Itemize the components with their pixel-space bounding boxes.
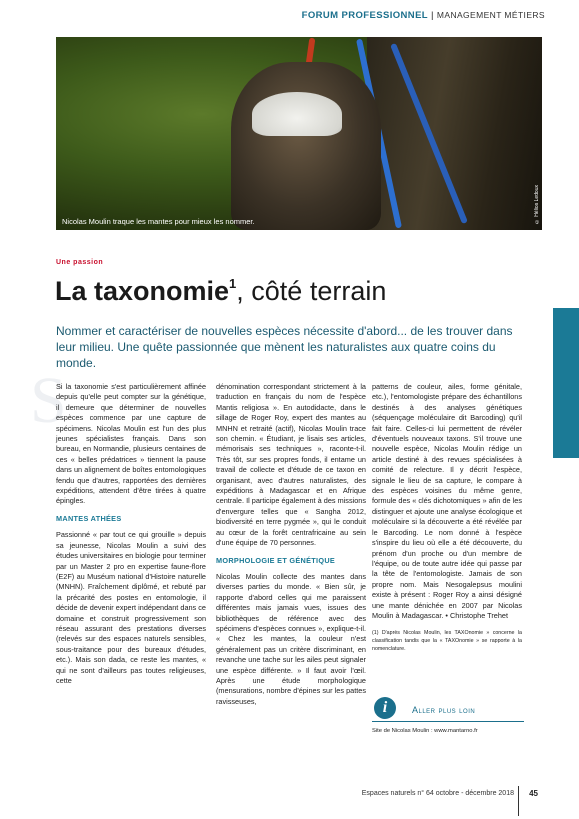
- column-3: [372, 382, 522, 653]
- subheading: MORPHOLOGIE ET GÉNÉTIQUE: [216, 555, 336, 565]
- header-separator: |: [431, 10, 434, 21]
- footnote: (1) D'après Nicolas Moulin, les TAXOnomie » concerne la classification tandis que la « TAXOnomie » se rapporte à la nomenclature.: [372, 630, 522, 653]
- page-footer: Espaces naturels n° 64 octobre - décembre 2018: [361, 790, 514, 797]
- title-main: La taxonomie: [55, 276, 230, 306]
- title-footnote-mark: 1: [229, 276, 237, 291]
- footer-divider: [518, 786, 519, 816]
- article-title: [55, 276, 386, 307]
- paragraph: dénomination correspondant strictement à la traduction en français du nom de l'espèce Mantis religiosa ». En autodidacte, dans le sillage de Roger Roy, expert des mantes au MNHN et retraité (actif), Nicolas Moulin trace son chemin. « Étudiant, je lisais ses articles, mémorisais ses techniques », raconte-t-il. Très tôt, sur ses propres fonds, il entame un travail de collecte et d'étude de ce taxon en organisant, avec d'autres naturalistes, des expéditions à Madagascar et en Afrique centrale. Il participe également à des missions d'envergure telles que « Sangha 2012, biodiversité en terre pygmée », qui le conduit au cœur de la forêt centrafricaine au sein d'une équipe de 70 personnes.: [216, 382, 366, 548]
- photo-caption: Nicolas Moulin traque les mantes pour mieux les nommer.: [62, 217, 255, 226]
- hero-photo: [56, 37, 542, 230]
- paragraph: Si la taxonomie s'est particulièrement affinée depuis qu'elle peut compter sur la génétique, il demeure que déterminer de nouvelles espèces commence par une capture de spécimens. Nicolas Moulin est l'un des plus jeunes spécialistes français. Dans son bureau, en Normandie, plusieurs centaines de ces « belles prédatrices » tiennent la pause dans un alignement de boîtes entomologiques fendu que d'autres, rapportées des dernières expéditions, attendent d'être tirées à quatre épingles.: [56, 382, 206, 506]
- paragraph: Nicolas Moulin collecte des mantes dans diverses parties du monde. « Bien sûr, je rapporte d'abord celles qui me paraissent différentes mais jamais vues, issues des bibliothèques de référence avec des spécimens d'espèces connues », explique-t-il. « Chez les mantes, la couleur n'est généralement pas un critère discriminant, en revanche une tache sur les ailes peut signaler une espèce différente. » Il faut avoir l'œil. Après une étude morphologique (mensurations, nombre d'épines sur les pattes ravisseuses,: [216, 571, 366, 706]
- title-rest: , côté terrain: [236, 276, 387, 306]
- further-reading-label: Aller plus loin: [412, 705, 476, 715]
- photo-credit: © Hélios Ledoux: [534, 184, 540, 224]
- divider: [372, 721, 524, 722]
- paragraph: Passionné « par tout ce qui grouille » depuis sa jeunesse, Nicolas Moulin a suivi des études universitaires en biologie pour terminer par un Master 2 pro en expertise faune-flore (E2F) au Muséum national d'Histoire naturelle (MNHN). Fraîchement diplômé, et rebuté par la précarité des postes en entomologie, il décide de devenir expert indépendant dans ce domaine et construit progressivement son réseau assurant des prestations diverses (relevés sur des espaces naturels sensibles, sous-traitance pour des bureaux d'études, etc.). Mais son dada, ce reste les mantes, « qui ne sont d'ailleurs pas toutes religieuses, cette: [56, 530, 206, 685]
- page-number: 45: [529, 789, 538, 798]
- drop-cap: S: [30, 364, 67, 437]
- helmet: [252, 92, 342, 136]
- subheading: MANTES ATHÉES: [56, 513, 122, 523]
- subsection-name: MANAGEMENT MÉTIERS: [436, 10, 545, 20]
- climber-figure: [231, 62, 381, 230]
- column-1: [56, 382, 206, 686]
- further-reading-box: [372, 697, 524, 745]
- section-tab: [553, 308, 579, 458]
- column-2: [216, 382, 366, 707]
- section-name: FORUM PROFESSIONNEL: [301, 10, 429, 21]
- paragraph: patterns de couleur, ailes, forme génitale, etc.), l'entomologiste prépare des échantillons destinés à des analyses génétiques (séquençage moléculaire dit Barcoding) qu'il fait faire. Celles-ci lui permettent de révéler d'éventuels nouveaux taxons. S'il trouve une nouvelle espèce, Nicolas Moulin rédige un article destiné à des revues spécialisées à comité de relecture. Il y décrit l'espèce, signale le lieu de sa capture, le compare à des espèces voisines du même genre, formule des « clés dichotomiques » afin de les distinguer et ajoute une analyse écologique et moléculaire si la découverte a été révélée par le Barcoding. Le nom donné à l'espèce s'inspire du lieu où elle a été découverte, du prénom d'un proche ou d'un membre de l'équipe, ou de toute autre idée qui passe par la tête de l'entomologiste. Jamais de son propre nom. Mais Nesogalepsus moulini existe à présent : Roger Roy a ainsi désigné une mante dénichée en 2007 par Nicolas Moulin à Madagascar. • Christophe Trehet: [372, 382, 522, 620]
- website-link[interactable]: Site de Nicolas Moulin : www.mantarno.fr: [372, 728, 478, 734]
- article-kicker: Une passion: [56, 259, 104, 266]
- article-lead: Nommer et caractériser de nouvelles espèces nécessite d'abord... de les trouver dans leur milieu. Une quête passionnée que mènent les naturalistes aux quatre coins du monde.: [56, 324, 513, 370]
- section-header: [302, 10, 545, 21]
- info-icon: i: [374, 697, 396, 719]
